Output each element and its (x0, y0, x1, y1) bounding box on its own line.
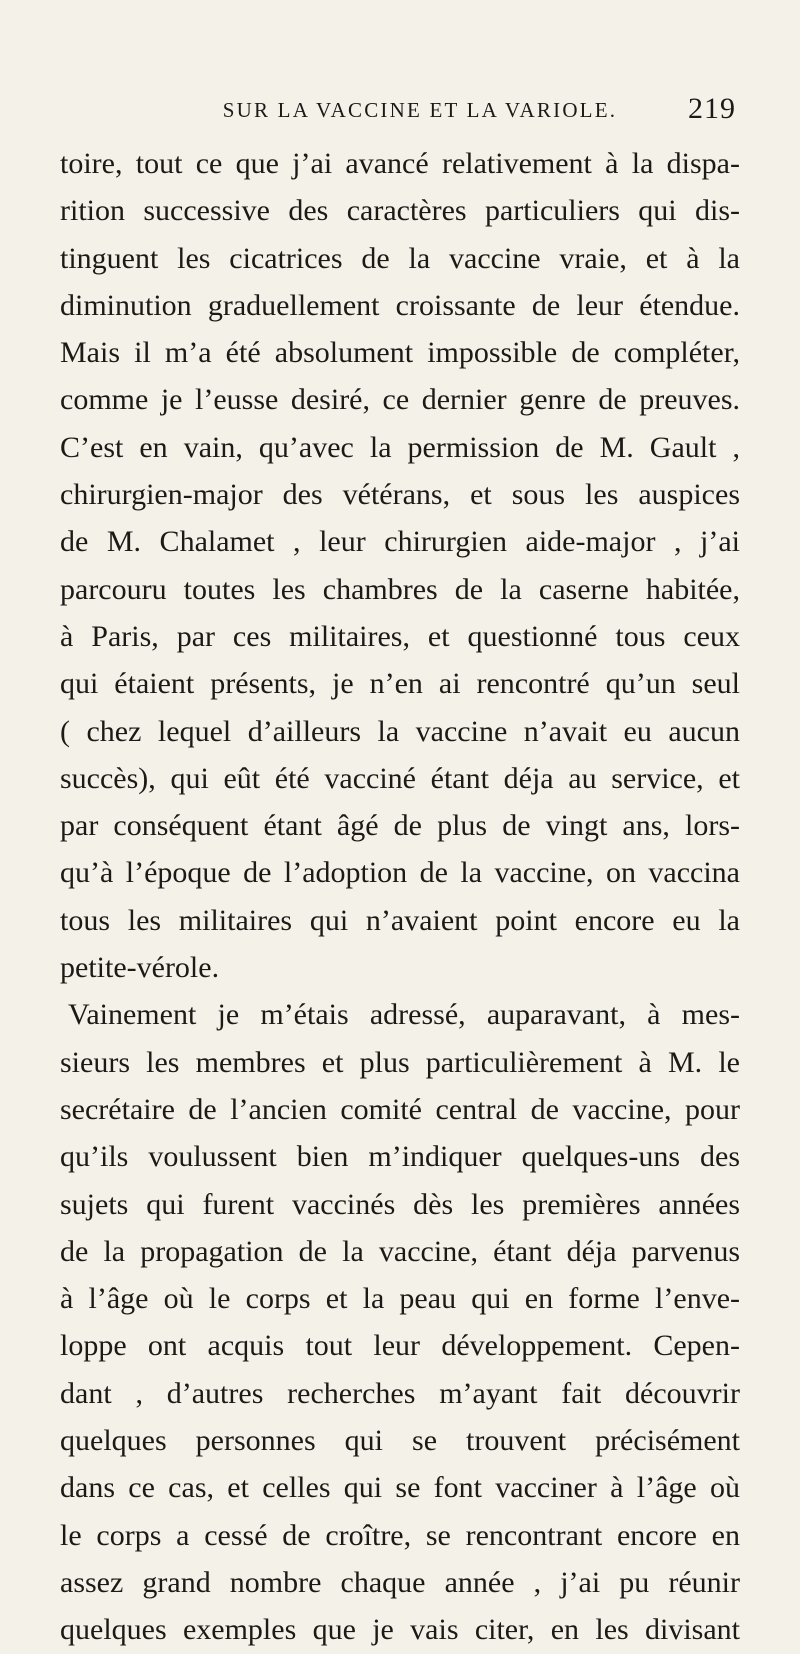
text-line: toire, tout ce que j’ai avancé relativement à la dispa- (60, 147, 740, 180)
text-line: ( chez lequel d’ailleurs la vaccine n’avait eu aucun (60, 714, 740, 748)
text-line: quelques personnes qui se trouvent précisément (60, 1424, 740, 1458)
body-text (60, 140, 740, 1654)
text-line: sujets qui furent vaccinés dès les premières années (60, 1187, 740, 1221)
text-line: dant , d’autres recherches m’ayant fait découvrir (60, 1376, 740, 1410)
text-line: le corps a cessé de croître, se rencontrant encore en (60, 1518, 740, 1552)
paragraph-start-line: Vainement je m’étais adressé, auparavant, à mes- (68, 998, 740, 1032)
text-line: parcouru toutes les chambres de la caserne habitée, (60, 572, 740, 606)
text-line: de M. Chalamet , leur chirurgien aide-major , j’ai (60, 525, 740, 559)
text-line: rition successive des caractères particuliers qui dis- (60, 194, 740, 228)
text-line: par conséquent étant âgé de plus de vingt ans, lors- (60, 809, 740, 843)
text-line: diminution graduellement croissante de leur étendue. (60, 288, 740, 322)
text-line: secrétaire de l’ancien comité central de vaccine, pour (60, 1092, 740, 1126)
running-title: SUR LA VACCINE ET LA VARIOLE. (222, 98, 618, 122)
running-head (100, 92, 740, 136)
text-line: quelques exemples que je vais citer, en les divisant (60, 1613, 740, 1647)
text-line: tinguent les cicatrices de la vaccine vraie, et à la (60, 241, 740, 275)
text-line: de la propagation de la vaccine, étant déja parvenus (60, 1234, 740, 1268)
text-line: loppe ont acquis tout leur développement. Cepen- (60, 1329, 740, 1363)
text-line: Mais il m’a été absolument impossible de compléter, (60, 336, 740, 370)
text-line: tous les militaires qui n’avaient point encore eu la (60, 903, 740, 937)
text-line: assez grand nombre chaque année , j’ai pu réunir (60, 1565, 740, 1599)
text-line: C’est en vain, qu’avec la permission de M. Gault , (60, 430, 740, 464)
text-line: comme je l’eusse desiré, ce dernier genre de preuves. (60, 383, 740, 417)
text-line: à l’âge où le corps et la peau qui en forme l’enve- (60, 1282, 740, 1316)
text-line: qui étaient présents, je n’en ai rencontré qu’un seul (60, 667, 740, 701)
text-line: qu’ils voulussent bien m’indiquer quelques-uns des (60, 1140, 740, 1174)
text-line: succès), qui eût été vacciné étant déja au service, et (60, 761, 740, 795)
text-line: chirurgien-major des vétérans, et sous les auspices (60, 478, 740, 512)
paragraph-end-line: petite-vérole. (60, 951, 220, 985)
text-line: qu’à l’époque de l’adoption de la vaccine, on vaccina (60, 856, 740, 890)
page-number: 219 (688, 92, 736, 125)
text-line: dans ce cas, et celles qui se font vacciner à l’âge où (60, 1471, 740, 1505)
text-line: sieurs les membres et plus particulièrement à M. le (60, 1045, 740, 1079)
text-line: à Paris, par ces militaires, et questionné tous ceux (60, 619, 740, 653)
